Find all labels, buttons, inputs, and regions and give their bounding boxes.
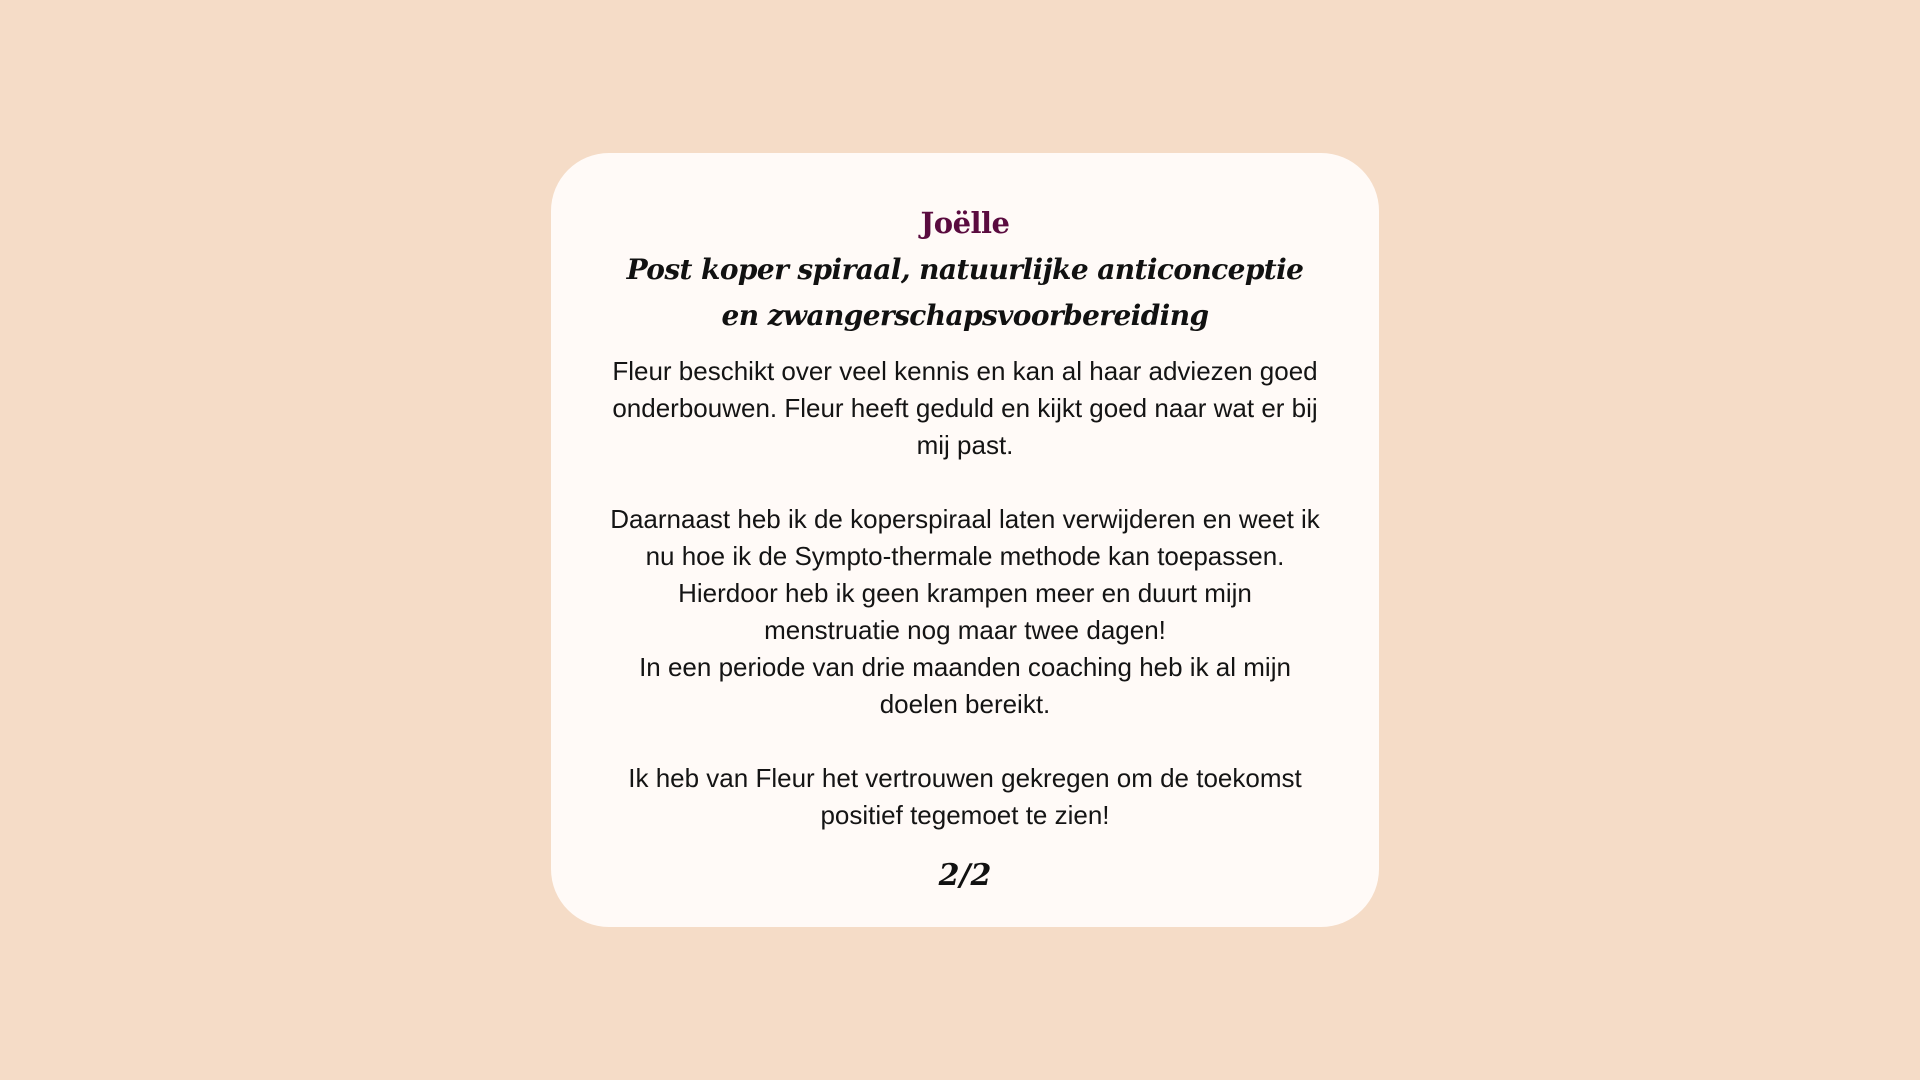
body-line: Daarnaast heb ik de koperspiraal laten verwijderen en weet ik [610,504,1320,534]
testimonial-card [551,153,1379,927]
page-indicator: 2/2 [938,858,992,893]
body-line: onderbouwen. Fleur heeft geduld en kijkt goed naar wat er bij [612,393,1318,423]
body-line: Ik heb van Fleur het vertrouwen gekregen om de toekomst [628,763,1302,793]
body-line: doelen bereikt. [879,689,1051,719]
body-line: In een periode van drie maanden coaching heb ik al mijn [639,652,1291,682]
subtitle-line: en zwangerschapsvoorbereiding [721,299,1209,332]
paragraph-gap [591,464,1339,501]
body-line: menstruatie nog maar twee dagen! [764,615,1166,645]
testimonial-subtitle [591,247,1339,339]
body-line: nu hoe ik de Sympto-thermale methode kan toepassen. [645,541,1285,571]
testimonial-body [591,353,1339,834]
paragraph-gap [591,723,1339,760]
body-line: Hierdoor heb ik geen krampen meer en duurt mijn [678,578,1252,608]
body-line: Fleur beschikt over veel kennis en kan al haar adviezen goed [612,356,1318,386]
testimonial-author: Joëlle [920,206,1010,240]
body-line: positief tegemoet te zien! [820,800,1110,830]
subtitle-line: Post koper spiraal, natuurlijke anticonceptie [626,253,1304,286]
body-line: mij past. [916,430,1014,460]
